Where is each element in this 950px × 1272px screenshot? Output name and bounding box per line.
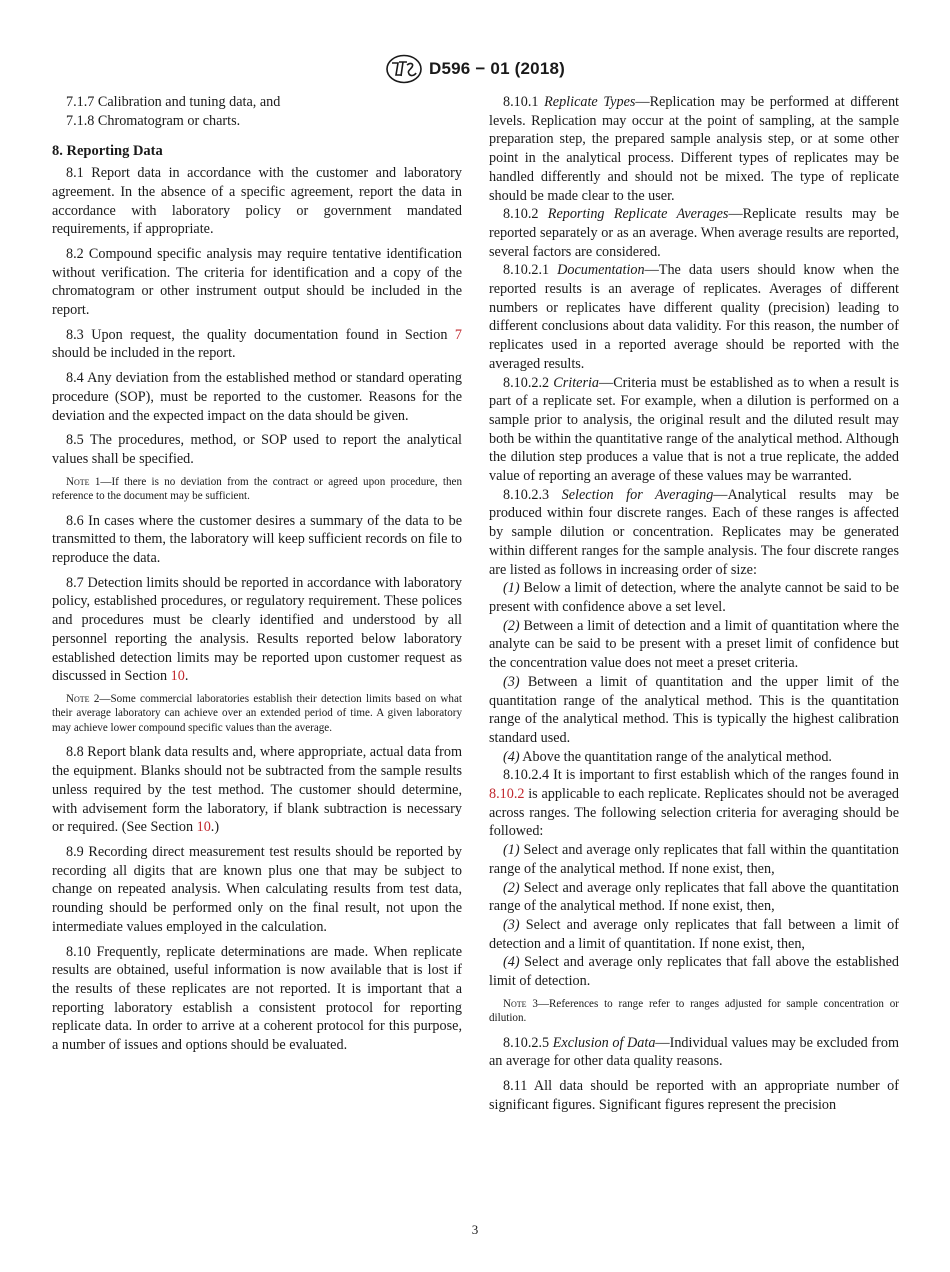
clause-text: 8.7 Detection limits should be reported in accordance with laboratory policy, established procedures, or regulatory requirement. These polices and procedures must be clearly identified and understood by all personnel reporting the analysis. Results reported below laboratory established detection limits may be reported upon customer request as discussed in Section [52,574,462,685]
item-number: (3) [503,673,520,690]
item-text: Above the quantitation range of the analytical method. [519,748,832,765]
item-text: Between a limit of quantitation and the upper limit of the quantitation range of the analytical method. This is the quantitation range of the analytical method. This is typically the highest calibration standard used. [489,673,899,746]
note-label: Note 3 [503,997,538,1010]
clause-8-4: 8.4 Any deviation from the established method or standard operating procedure (SOP), must be reported to the customer. Reasons for the deviation and the expected impact on the data should be given. [52,370,462,424]
clause-text: 8.10.2.4 It is important to first establish which of the ranges found in [503,767,899,784]
item-text: Between a limit of detection and a limit of quantitation where the analyte can be said to be present with a preset limit of confidence but the concentration value does not meet a preset criteria. [489,617,899,672]
document-id: D596 − 01 (2018) [429,59,565,78]
range-item-2 [489,617,899,673]
note-1 [52,475,462,504]
clause-title: Criteria [553,374,600,391]
clause-8-10-2-4 [489,766,899,841]
range-item-3 [489,673,899,748]
item-text: Select and average only replicates that fall above the quantitation range of the analytical method. If none exist, then, [489,879,899,915]
section-7-link[interactable]: 7 [454,326,462,343]
selection-item-2 [489,879,899,916]
item-number: (1) [503,580,520,597]
clause-text: . [184,668,189,685]
clause-title: Exclusion of Data [552,1034,656,1051]
page-header [0,54,950,84]
clause-number: 8.10.2.5 [503,1034,553,1051]
item-number: (2) [503,617,520,634]
section-8-10-2-link[interactable]: 8.10.2 [489,786,525,803]
clause-text: —Replicate results may be reported separately or as an average. When average results are reported, several factors are considered. [489,206,900,260]
clause-7-1-7: 7.1.7 Calibration and tuning data, and [66,94,281,110]
clause-8-2: 8.2 Compound specific analysis may require tentative identification without verification. The criteria for identification and a copy of the chromatogram or other instrument output should be included in the report. [52,245,462,319]
item-number: (2) [503,879,520,896]
clause-text: 8.3 Upon request, the quality documentation found in Section [66,326,455,343]
selection-item-1 [489,841,899,878]
clause-text: is applicable to each replicate. Replicates should not be averaged across ranges. The following selection criteria for averaging should be followed: [489,786,899,840]
clause-8-10: 8.10 Frequently, replicate determinations are made. When replicate results are obtained, useful information is now available that is lost if the results of these replicates are not reported. It is important that a reporting laboratory establish a consistent protocol for reporting replicate data. In order to arrive at a coherent protocol for this purpose, a number of issues and options should be evaluated. [52,943,462,1054]
clause-8-10-2-2 [489,374,899,486]
clause-8-10-2-1 [489,261,899,373]
item-text: Select and average only replicates that fall between a limit of detection and a limit of quantitation. If none exist, then, [489,916,899,952]
section-10-link[interactable]: 10 [170,668,185,685]
clause-8-10-2 [489,205,899,261]
clause-8-7 [52,574,462,686]
note-label: Note 1 [66,475,101,488]
clause-8-9: 8.9 Recording direct measurement test results should be reported by recording all digits that are known plus one that may be subject to change on repeated analysis. When calculating results from test data, rounding should be performed only on the final result, not upon the intermediate values employed in the calculation. [52,844,462,935]
clause-8-8 [52,743,462,837]
range-item-1 [489,579,899,616]
note-text: —Some commercial laboratories establish their detection limits based on what their average laboratory can achieve over an extended period of time. A given laboratory may achieve lower compound specific values than the average. [52,692,462,734]
item-number: (4) [503,954,520,971]
clause-number: 8.10.2.3 [503,486,562,503]
note-2 [52,692,462,736]
left-column [52,93,462,1061]
clause-title: Selection for Averaging [561,486,714,503]
section-10-link[interactable]: 10 [196,819,211,836]
item-number: (1) [503,842,520,859]
clause-text: —Criteria must be established as to when a result is part of a replicate set. For example, when a dilution is performed on a sample prior to analysis, the original result and the diluted result may both be within the quantitative range of the analytical method. Although the dilution step produces a value that is not a true replicate, the added value of reporting an average of these values may be warranted. [489,374,899,485]
clause-8-1: 8.1 Report data in accordance with the customer and laboratory agreement. In the absence of a specific agreement, report the data in accordance with laboratory policy or government mandated requirements, if appropriate. [52,165,462,238]
clause-text: —Replication may be performed at different levels. Replication may occur at the point of sampling, at the sample preparation step, the prepared sample analysis step, or at some other point in the analytical process. Different types of replicates may be handled differently and should not be mixed. The type of replicate should be made clear to the user. [489,94,899,204]
item-number: (3) [503,916,520,933]
clause-title: Reporting Replicate Averages [547,206,729,223]
clause-text: —Individual values may be excluded from an average for other data quality reasons. [489,1034,900,1070]
clause-title: Replicate Types [544,94,636,110]
clause-text: —Analytical results may be produced within four discrete ranges. Each of these ranges is affected by sample dilution or concentration. Replicates may be generated within different ranges for the sample analysis. The four discrete ranges are listed as follows in increasing order of size: [489,486,899,578]
clause-7-1-8: 7.1.8 Chromatogram or charts. [66,112,241,129]
clause-8-11: 8.11 All data should be reported with an appropriate number of significant figures. Significant figures represent the precision [489,1078,899,1113]
clause-text: .) [210,819,220,836]
clause-text: should be included in the report. [52,345,236,362]
clause-number: 8.10.2 [503,206,548,223]
clause-title: Documentation [557,262,645,279]
item-text: Select and average only replicates that fall above the established limit of detection. [489,954,899,990]
clause-8-3 [52,326,462,363]
clause-text: —The data users should know when the reported results is an average of replicates. Averages of different numbers or replicates have different quality (precision) leading to different conclusions about data validity. For this reason, the number of replicates used in a reported average should be reported with the averaged results. [489,262,900,372]
clause-number: 8.10.2.2 [503,374,554,391]
clause-8-10-2-5 [489,1034,899,1071]
clause-8-10-1 [489,93,899,205]
note-text: —References to range refer to ranges adjusted for sample concentration or dilution. [489,997,899,1025]
note-text: —If there is no deviation from the contract or agreed upon procedure, then reference to the document may be sufficient. [52,475,462,503]
note-3 [489,997,899,1026]
clause-number: 8.10.2.1 [503,262,558,279]
clause-number: 8.10.1 [503,94,545,110]
astm-logo-icon [385,54,423,84]
range-item-4 [489,748,899,767]
right-column [489,93,899,1121]
note-label: Note 2 [66,692,100,705]
clause-8-6: 8.6 In cases where the customer desires a summary of the data to be transmitted to them, the laboratory will keep sufficient records on file to reproduce the data. [52,512,462,567]
section-heading: 8. Reporting Data [52,143,163,160]
clause-text: 8.8 Report blank data results and, where appropriate, actual data from the equipment. Blanks should not be subtracted from the sample results unless required by the test method. The customer should determine, with advisement form the laboratory, if blank subtraction is necessary or required. (See Section [52,744,462,836]
item-number: (4) [503,748,520,765]
selection-item-4 [489,953,899,990]
page-number: 3 [471,1222,479,1237]
clause-8-10-2-3 [489,486,899,580]
clause-8-5: 8.5 The procedures, method, or SOP used to report the analytical values shall be specified. [52,432,462,467]
item-text: Below a limit of detection, where the analyte cannot be said to be present with confidence above a set level. [489,580,899,615]
selection-item-3 [489,916,899,953]
item-text: Select and average only replicates that fall within the quantitation range of the analytical method. If none exist, then, [489,842,899,877]
